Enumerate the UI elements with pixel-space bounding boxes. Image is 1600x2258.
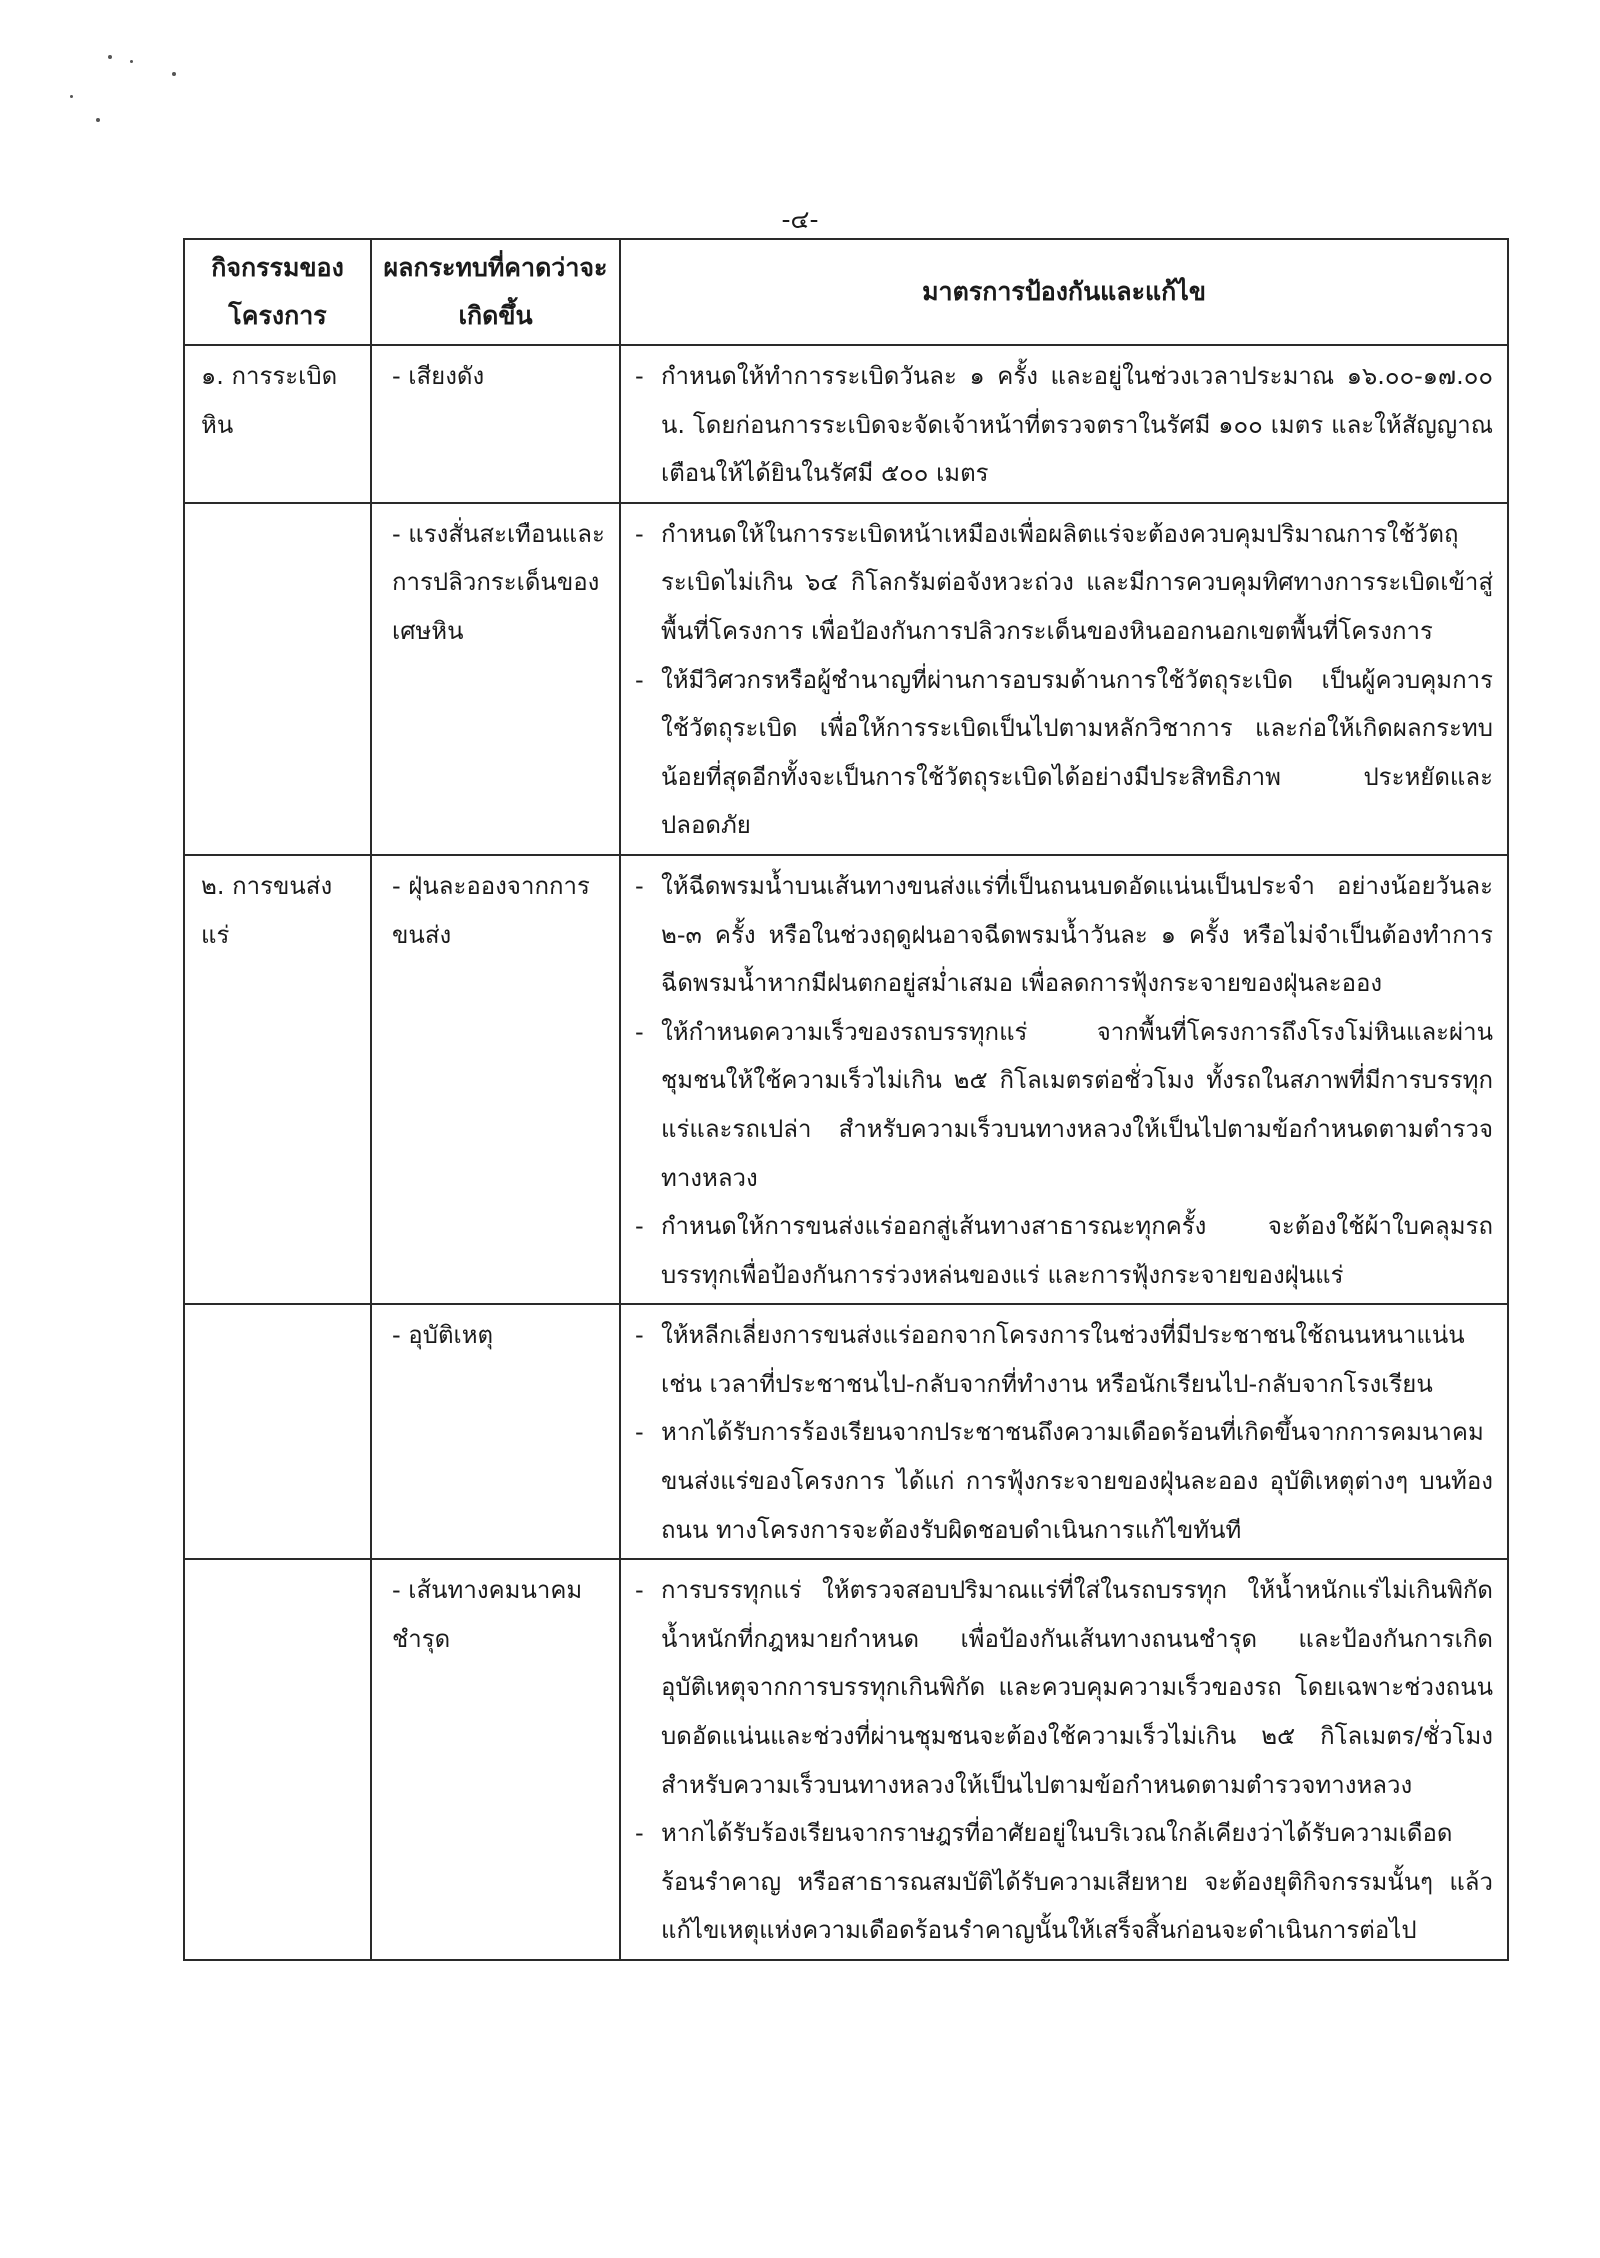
activity-cell [184,1304,371,1559]
bullet-dash: - [635,1819,644,1848]
impact-cell [371,1559,620,1960]
measures-cell [620,503,1508,855]
impact-cell [371,1304,620,1559]
activity-text [185,1305,370,1315]
measures-cell [620,855,1508,1304]
impact-text: - เส้นทางคมนาคมชำรุด [392,1576,583,1653]
measures-cell [620,1304,1508,1559]
scan-speck [130,60,133,63]
bullet-dash: - [635,1576,644,1605]
activity-cell [184,503,371,855]
measures-cell [620,1559,1508,1960]
measure-item: - หากได้รับการร้องเรียนจากประชาชนถึงความเดือดร้อนที่เกิดขึ้นจากการคมนาคมขนส่งแร่ของโครงการ ได้แก่ การฟุ้งกระจายของฝุ่นละออง อุบัติเหตุต่างๆ บนท้องถนน ทางโครงการจะต้องรับผิดชอบดำเนินการแก้ไขทันที [635,1408,1493,1554]
measure-item: - ให้มีวิศวกรหรือผู้ชำนาญที่ผ่านการอบรมด้านการใช้วัตถุระเบิด เป็นผู้ควบคุมการใช้วัตถุระเบิด เพื่อให้การระเบิดเป็นไปตามหลักวิชาการ และก่อให้เกิดผลกระทบน้อยที่สุดอีกทั้งจะเป็นการใช้วัตถุระเบิดได้อย่างมีประสิทธิภาพ ประหยัดและปลอดภัย [635,656,1493,850]
measure-item: - การบรรทุกแร่ ให้ตรวจสอบปริมาณแร่ที่ใส่ในรถบรรทุก ให้น้ำหนักแร่ไม่เกินพิกัดน้ำหนักที่กฎหมายกำหนด เพื่อป้องกันเส้นทางถนนชำรุด และป้องกันการเกิดอุบัติเหตุจากการบรรทุกเกินพิกัด และควบคุมความเร็วของรถ โดยเฉพาะช่วงถนนบดอัดแน่นและช่วงที่ผ่านชุมชนจะต้องใช้ความเร็วไม่เกิน ๒๕ กิโลเมตร/ชั่วโมง สำหรับความเร็วบนทางหลวงให้เป็นไปตามข้อกำหนดตามตำรวจทางหลวง [635,1566,1493,1809]
measure-item: - ให้ฉีดพรมน้ำบนเส้นทางขนส่งแร่ที่เป็นถนนบดอัดแน่นเป็นประจำ อย่างน้อยวันละ ๒-๓ ครั้ง หรือในช่วงฤดูฝนอาจฉีดพรมน้ำวันละ ๑ ครั้ง หรือไม่จำเป็นต้องทำการฉีดพรมน้ำหากมีฝนตกอยู่สม่ำเสมอ เพื่อลดการฟุ้งกระจายของฝุ่นละออง [635,862,1493,1008]
bullet-dash: - [635,1321,644,1350]
activity-text [185,504,370,514]
scan-speck [108,55,112,59]
table-row [184,1304,1508,1559]
activity-cell [184,855,371,1304]
activity-text [185,1560,370,1570]
activity-cell [184,345,371,503]
bullet-dash: - [635,1418,644,1447]
measures-cell [620,345,1508,503]
impact-text: - เสียงดัง [392,362,485,390]
table-row [184,503,1508,855]
impact-cell [371,345,620,503]
table-header-row [184,239,1508,345]
bullet-dash: - [635,519,644,548]
measure-item: - กำหนดให้การขนส่งแร่ออกสู่เส้นทางสาธารณะทุกครั้ง จะต้องใช้ผ้าใบคลุมรถบรรทุกเพื่อป้องกันการร่วงหล่นของแร่ และการฟุ้งกระจายของฝุ่นแร่ [635,1202,1493,1299]
impact-text: - แรงสั่นสะเทือนและการปลิวกระเด็นของเศษหิน [392,519,605,645]
activity-text: ๒. การขนส่งแร่ [201,871,333,949]
bullet-dash: - [635,871,644,900]
bullet-dash: - [635,1017,644,1046]
header-impact: ผลกระทบที่คาดว่าจะเกิดขึ้น [371,239,620,345]
impact-cell [371,855,620,1304]
activity-cell [184,1559,371,1960]
impact-text: - อุบัติเหตุ [392,1321,494,1350]
table-row [184,855,1508,1304]
measure-item: - ให้กำหนดความเร็วของรถบรรทุกแร่ จากพื้นที่โครงการถึงโรงโม่หินและผ่านชุมชนให้ใช้ความเร็วไม่เกิน ๒๕ กิโลเมตรต่อชั่วโมง ทั้งรถในสภาพที่มีการบรรทุกแร่และรถเปล่า สำหรับความเร็วบนทางหลวงให้เป็นไปตามข้อกำหนดตามตำรวจทางหลวง [635,1008,1493,1202]
measure-item: - กำหนดให้ทำการระเบิดวันละ ๑ ครั้ง และอยู่ในช่วงเวลาประมาณ ๑๖.๐๐-๑๗.๐๐ น. โดยก่อนการระเบิดจะจัดเจ้าหน้าที่ตรวจตราในรัศมี ๑๐๐ เมตร และให้สัญญาณเตือนให้ได้ยินในรัศมี ๕๐๐ เมตร [635,352,1493,498]
mitigation-table [183,238,1509,1961]
measure-item: - กำหนดให้ในการระเบิดหน้าเหมืองเพื่อผลิตแร่จะต้องควบคุมปริมาณการใช้วัตถุระเบิดไม่เกิน ๖๔ กิโลกรัมต่อจังหวะถ่วง และมีการควบคุมทิศทางการระเบิดเข้าสู่พื้นที่โครงการ เพื่อป้องกันการปลิวกระเด็นของหินออกนอกเขตพื้นที่โครงการ [635,510,1493,656]
scan-speck [172,72,176,76]
table-row [184,345,1508,503]
activity-text: ๑. การระเบิดหิน [201,362,338,439]
bullet-dash: - [635,362,644,390]
bullet-dash: - [635,665,644,694]
header-activity: กิจกรรมของโครงการ [184,239,371,345]
scan-speck [96,118,100,122]
impact-text: - ฝุ่นละอองจากการขนส่ง [392,871,590,949]
impact-cell [371,503,620,855]
header-measures: มาตรการป้องกันและแก้ไข [620,239,1508,345]
measure-item: - ให้หลีกเลี่ยงการขนส่งแร่ออกจากโครงการในช่วงที่มีประชาชนใช้ถนนหนาแน่น เช่น เวลาที่ประชาชนไป-กลับจากที่ทำงาน หรือนักเรียนไป-กลับจากโรงเรียน [635,1311,1493,1408]
scan-speck [70,95,73,98]
measure-item: - หากได้รับร้องเรียนจากราษฎรที่อาศัยอยู่ในบริเวณใกล้เคียงว่าได้รับความเดือดร้อนรำคาญ หรือสาธารณสมบัติได้รับความเสียหาย จะต้องยุติกิจกรรมนั้นๆ แล้วแก้ไขเหตุแห่งความเดือดร้อนรำคาญนั้นให้เสร็จสิ้นก่อนจะดำเนินการต่อไป [635,1809,1493,1955]
bullet-dash: - [635,1212,644,1241]
page-number: -๔- [781,205,819,234]
table-row [184,1559,1508,1960]
